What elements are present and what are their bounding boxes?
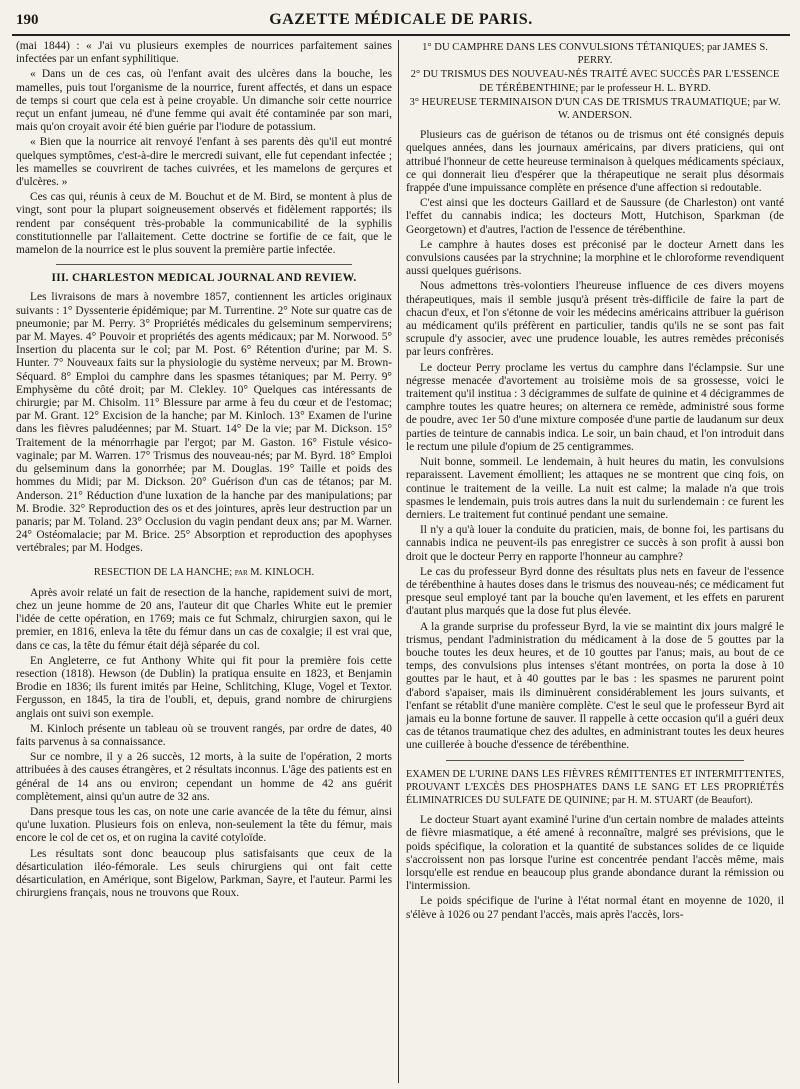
- article-heading: 1° DU CAMPHRE DANS LES CONVULSIONS TÉTANIQUES; par JAMES S. PERRY.: [422, 42, 768, 67]
- paragraph: Le poids spécifique de l'urine à l'état normal étant en moyenne de 1020, il s'élève à 1026 ou 27 pendant l'accès, mais après l'accès, lors-: [406, 895, 784, 921]
- paragraph: Le camphre à hautes doses est préconisé par le docteur Arnett dans les convulsions causées par la strychnine; la morphine et le chloroforme revendiquent aussi quelques guérisons.: [406, 238, 784, 278]
- paragraph: Plusieurs cas de guérison de tétanos ou de trismus ont été consignés depuis quelques années, dans les journaux américains, par divers praticiens, qui ont attribué l'honneur de cette heureuse terminaison à quelques médicaments spéciaux, ce qui donnerait lieu d'espérer que la thérapeutique ne serait plus désormais frappée d'une impuissance complète en présence d'une affection si redoutable.: [406, 129, 784, 195]
- paragraph: M. Kinloch présente un tableau où se trouvent rangés, par ordre de dates, 40 faits parvenus à sa connaissance.: [16, 722, 392, 748]
- paragraph: Le docteur Stuart ayant examiné l'urine d'un certain nombre de malades atteints de fièvre miasmatique, a été amené à reconnaître, malgré ses prévisions, que le poids spécifique, la coloration et la quantité de substances solides de ce liquide s'accroissent non pas lorsque l'urine est concentrée pendant l'accès même, mais lorsqu'elle est rendue en beaucoup plus grande abondance durant la rémission ou l'intermission.: [406, 814, 784, 893]
- paragraph: Le docteur Perry proclame les vertus du camphre dans l'éclampsie. Sur une négresse menacée d'avortement au troisième mois de sa grossesse, voici le traitement qu'il institua : 3 décigrammes de sulfate de quinine et 4 décigrammes de camphre toutes les quatre heures; on alternera ce remède, administré sous forme de poudre, avec 1er 50 d'une mixture composée d'une partie de laudanum sur deux parties de teinture de cannabis indica. Le soir, un bain chaud, et l'on introduit dans le rectum une pilule d'opium de 25 centigrammes.: [406, 361, 784, 453]
- separator: [446, 760, 744, 761]
- paragraph: Après avoir relaté un fait de resection de la hanche, rapidement suivi de mort, chez un jeune homme de 20 ans, l'auteur dit que Charles White eut le premier l'idée de cette opération, en 1769; mais ce fut Schmalz, chirurgien saxon, qui le premier, en 1816, enleva la tête du fémur dans un cas de coxalgie; il est vrai que, dans ce cas, la tête du fémur était déjà séparée du col.: [16, 586, 392, 652]
- page-number: 190: [16, 12, 39, 28]
- paragraph: Les résultats sont donc beaucoup plus satisfaisants que ceux de la désarticulation iléo-fémorale. Les seuls chirurgiens qui ont fait cette désarticulation, en Amérique, sont Bigelow, Parkman, Sayre, et l'auteur. Parmi les chirurgiens français, nous ne trouvons que Roux.: [16, 847, 392, 900]
- left-column: [16, 40, 392, 1083]
- article-heading: 3° HEUREUSE TERMINAISON D'UN CAS DE TRISMUS TRAUMATIQUE; par W. W. ANDERSON.: [409, 96, 781, 122]
- paragraph: En Angleterre, ce fut Anthony White qui fit pour la première fois cette resection (1818). Hewson (de Dublin) la pratiqua ensuite en 1823, et Benjamin Brodie en 1836; ils furent imités par Heine, Schlitching, Kluge, Vogel et Textor. Fergusson, en 1845, la tira de l'oubli, et, depuis, grand nombre de chirurgiens anglais ont suivi son exemple.: [16, 654, 392, 720]
- separator: [56, 264, 352, 265]
- paragraph: Sur ce nombre, il y a 26 succès, 12 morts, à la suite de l'opération, 2 morts attribuées à des causes étrangères, et 2 résultats inconnus. L'âge des patients est en général de 14 ans ou environ; cependant un homme de 42 ans guérit complètement, ainsi qu'un autre de 32 ans.: [16, 751, 392, 803]
- right-column: [406, 40, 784, 1083]
- article-heading: EXAMEN DE L'URINE DANS LES FIÈVRES RÉMITTENTES ET INTERMITTENTES, PROUVANT L'EXCÈS DES PHOSPHATES DANS LE SANG ET LES PROPRIÉTÉS ÉLIMINATRICES DU SULFATE DE QUININE; par H. M. STUART (de Beaufort).: [406, 768, 784, 806]
- paragraph: A la grande surprise du professeur Byrd, la vie se maintint dix jours malgré le trismus, pendant l'administration du médicament à la dose de 5 gouttes par la bouche toutes les deux heures, et de 10 gouttes par l'anus; mais, au bout de ce temps, des convulsions plus intenses s'étant montrées, on porta la dose à 10 gouttes par le haut, et à 40 gouttes par le bas : les spasmes ne parurent point d'abord s'apaiser, mais ils diminuèrent considérablement les jours suivants, et l'enfant se rétablit d'une manière complète. C'est le seul que le professeur Byrd ait jamais eu la bonne fortune de sauver. Il rappelle à cette occasion qu'il a guéri deux cas de tétanos traumatique chez des adultes, en administrant toutes les deux heures une cuillerée à bouche d'essence de térébenthine.: [406, 620, 784, 752]
- paragraph: « Bien que la nourrice ait renvoyé l'enfant à ses parents dès qu'il eut montré quelques symptômes, c'est-à-dire le mercredi suivant, elle fut cependant infectée ; les mamelles se couvrirent de taches cuivrées, et les mamelons de gerçures et d'ulcères. »: [16, 136, 392, 189]
- subsection-heading: RESECTION DE LA HANCHE; par M. KINLOCH.: [93, 566, 315, 578]
- paragraph: Le cas du professeur Byrd donne des résultats plus nets en faveur de l'essence de térébenthine à hautes doses dans le trismus des nouveau-nés; ce médicament fut presque seul employé tant par la bouche qu'en lavement, et les effets en parurent d'autant plus marqués que la dose fut plus élevée.: [406, 565, 784, 618]
- paragraph: Nous admettons très-volontiers l'heureuse influence de ces divers moyens thérapeutiques, mais il semble jusqu'à présent très-difficile de faire la part de chacun d'eux, et l'on s'étonne de voir les médecins américains attribuer la guérison au médicament qu'ils préfèrent en particulier, tandis qu'ils ne se sont pas fait scrupule d'y associer, avec une prudence louable, les autres remèdes préconisés par leurs confrères.: [406, 280, 784, 359]
- paragraph: Les livraisons de mars à novembre 1857, contiennent les articles originaux suivants : 1° Dyssenterie épidémique; par M. Turrentine. 2° Note sur quatre cas de pneumonie; par M. Perry. 3° Propriétés médicales du gelseminum sempervirens; par M. Mayes. 4° Pouvoir et propriétés des agents médicaux; par M. Norwood. 5° Insertion du placenta sur le col; par M. Post. 6° Rétention d'urine; par M. S. Hunter. 7° Nouveaux faits sur la physiologie du système nerveux; par M. Brown-Séquard. 8° Emploi du camphre dans les spasmes tétaniques; par M. Perry. 9° Emphysème du côté droit; par M. Clekley. 10° Quelques cas intéressants de chirurgie; par M. Chisolm. 11° Blessure par arme à feu du cœur et de l'estomac; par M. Grant. 12° Excision de la hanche; par M. Kinloch. 13° Examen de l'urine dans les fièvres paludéennes; par M. Stuart. 14° De la vie; par M. Dickson. 15° Traitement de la ménorrhagie par l'ergot; par M. Gaston. 16° Fistule vésico-vaginale; par M. Warren. 17° Trismus des nouveau-nés; par M. Byrd. 18° Emploi du gelseminum dans la gonorrhée; par M. Douglas. 19° Taille et poids des hommes du Midi; par M. Dickson. 20° Guérison d'un cas de tétanos; par M. Anderson. 21° Réduction d'une luxation de la hanche par des manipulations; par M. Brodie. 32° Reproduction des os et des jointures, après leur destruction par un panaris; par M. Toland. 23° Occlusion du vagin pendant deux ans; par M. Warner. 24° Ostéomalacie; par M. Brice. 25° Absorption et reproduction des apophyses vertébrales; par M. Hodges.: [16, 291, 392, 555]
- page-header: [12, 8, 790, 36]
- paragraph: « Dans un de ces cas, où l'enfant avait des ulcères dans la bouche, les mamelles, puis tout l'organisme de la nourrice, furent affectés, et dans un espace de temps si court que cela est à peine croyable. Un dimanche soir cette nourrice reçut un enfant jumeau, né d'une femme qui avait été contaminée par son mari, mais qu'on croyait avoir été bien guérie par l'iodure de potassium.: [16, 68, 392, 134]
- article-heading: 2° DU TRISMUS DES NOUVEAU-NÉS TRAITÉ AVEC SUCCÈS PAR L'ESSENCE DE TÉRÉBENTHINE; par le professeur H. L. BYRD.: [410, 69, 780, 94]
- paragraph: Ces cas qui, réunis à ceux de M. Bouchut et de M. Bird, se montent à plus de vingt, sont pour la plupart soigneusement observés et fidèlement rapportés; ils rendent par conséquent très-probable la communicabilité de la syphilis constitutionnelle par l'allaitement. Cette doctrine se fortifie de ce fait, que le mamelon de la nourrice est le plus souvent la première partie infectée.: [16, 191, 392, 257]
- section-heading: III. CHARLESTON MEDICAL JOURNAL AND REVIEW.: [51, 272, 357, 285]
- paragraph: (mai 1844) : « J'ai vu plusieurs exemples de nourrices parfaitement saines infectées par un enfant syphilitique.: [16, 40, 392, 66]
- paragraph: Il n'y a qu'à louer la conduite du praticien, mais, de bonne foi, les partisans du cannabis indica ne peuvent-ils pas enregistrer ce succès à son profit à aussi bon droit que le docteur Perry en rapporte l'honneur au camphre?: [406, 524, 784, 563]
- paragraph: Nuit bonne, sommeil. Le lendemain, à huit heures du matin, les convulsions reparaissent. Lavement émollient; les attaques ne se montrent que cinq fois, on continue le traitement de la veille. La nuit est calme; la malade n'a que trois spasmes le lendemain, puis trois autres dans la nuit du surlendemain : ce furent les derniers. Le traitement fut continué pendant une semaine.: [406, 456, 784, 521]
- paragraph: C'est ainsi que les docteurs Gaillard et de Saussure (de Charleston) ont vanté l'effet du cannabis indica; les docteurs Mott, Hutchison, Sparkman (de Georgetown) et d'autres, l'action de l'essence de térébenthine.: [406, 197, 784, 236]
- newspaper-page: [12, 8, 790, 1083]
- running-title: GAZETTE MÉDICALE DE PARIS.: [269, 11, 533, 28]
- paragraph: Dans presque tous les cas, on note une carie avancée de la tête du fémur, ainsi qu'une luxation. Plusieurs fois on enleva, non-seulement la tête du fémur, mais encore le col de cet os, et on rugina la cavité cotyloïde.: [16, 805, 392, 845]
